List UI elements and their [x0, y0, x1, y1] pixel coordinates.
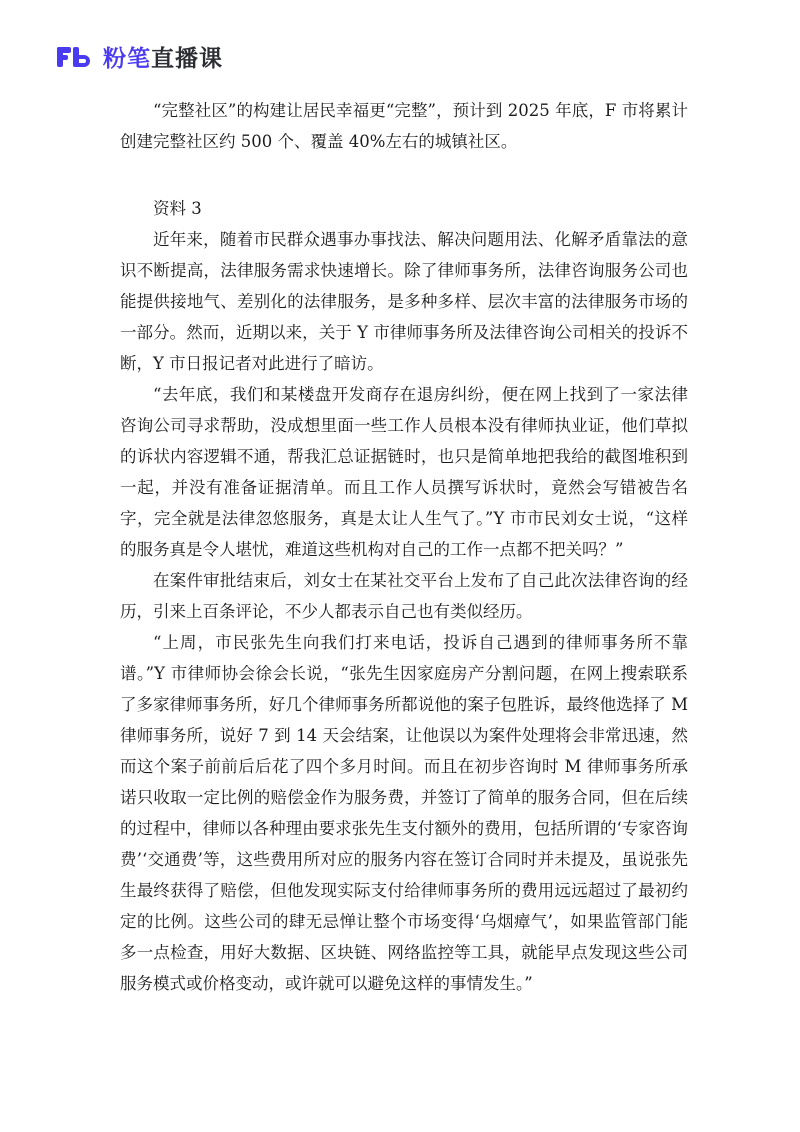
brand-name-suffix: 直播课 — [151, 46, 223, 72]
brand-name — [103, 40, 223, 73]
paragraph-3: 在案件审批结束后，刘女士在某社交平台上发布了自己此次法律咨询的经历，引来上百条评论，不少人都表示自己也有类似经历。 — [120, 571, 688, 621]
brand-header — [55, 40, 223, 73]
section-label: 资料 3 — [153, 199, 202, 218]
brand-name-highlight: 粉笔 — [103, 46, 151, 72]
fenbi-logo-icon — [55, 43, 95, 71]
paragraph-4: “上周，市民张先生向我们打来电话，投诉自己遇到的律师事务所不靠谱。”Y 市律师协会徐会长说，“张先生因家庭房产分割问题，在网上搜索联系了多家律师事务所，好几个律师事务所都说他的案子包胜诉，最终他选择了 M 律师事务所，说好 7 到 14 天会结案，让他误以为案件处理将会非常迅速，然而这个案子前前后后花了四个多月时间。而且在初步咨询时 M 律师事务所承诺只收取一定比例的赔偿金作为服务费，并签订了简单的服务合同，但在后续的过程中，律师以各种理由要求张先生支付额外的费用，包括所谓的‘专家咨询费’‘交通费’等，这些费用所对应的服务内容在签订合同时并未提及，虽说张先生最终获得了赔偿，但他发现实际支付给律师事务所的费用远远超过了最初约定的比例。这些公司的肆无忌惮让整个市场变得‘乌烟瘴气’，如果监管部门能多一点检查，用好大数据、区块链、网络监控等工具，就能早点发现这些公司服务模式或价格变动，或许就可以避免这样的事情发生。” — [120, 633, 688, 993]
paragraph-1: 近年来，随着市民群众遇事办事找法、解决问题用法、化解矛盾靠法的意识不断提高，法律服务需求快速增长。除了律师事务所，法律咨询服务公司也能提供接地气、差别化的法律服务，是多种多样、层次丰富的法律服务市场的一部分。然而，近期以来，关于 Y 市律师事务所及法律咨询公司相关的投诉不断，Y 市日报记者对此进行了暗访。 — [120, 230, 688, 373]
paragraph-2: “去年底，我们和某楼盘开发商存在退房纠纷，便在网上找到了一家法律咨询公司寻求帮助，没成想里面一些工作人员根本没有律师执业证，他们草拟的诉状内容逻辑不通，帮我汇总证据链时，也只是简单地把我给的截图堆积到一起，并没有准备证据清单。而且工作人员撰写诉状时，竟然会写错被告名字，完全就是法律忽悠服务，真是太让人生气了。”Y 市市民刘女士说，“这样的服务真是令人堪忧，难道这些机构对自己的工作一点都不把关吗？” — [120, 385, 688, 559]
document-body — [120, 95, 688, 999]
intro-paragraph: “完整社区”的构建让居民幸福更“完整”，预计到 2025 年底，F 市将累计创建完整社区约 500 个、覆盖 40%左右的城镇社区。 — [120, 101, 688, 151]
section-spacer — [120, 157, 688, 193]
